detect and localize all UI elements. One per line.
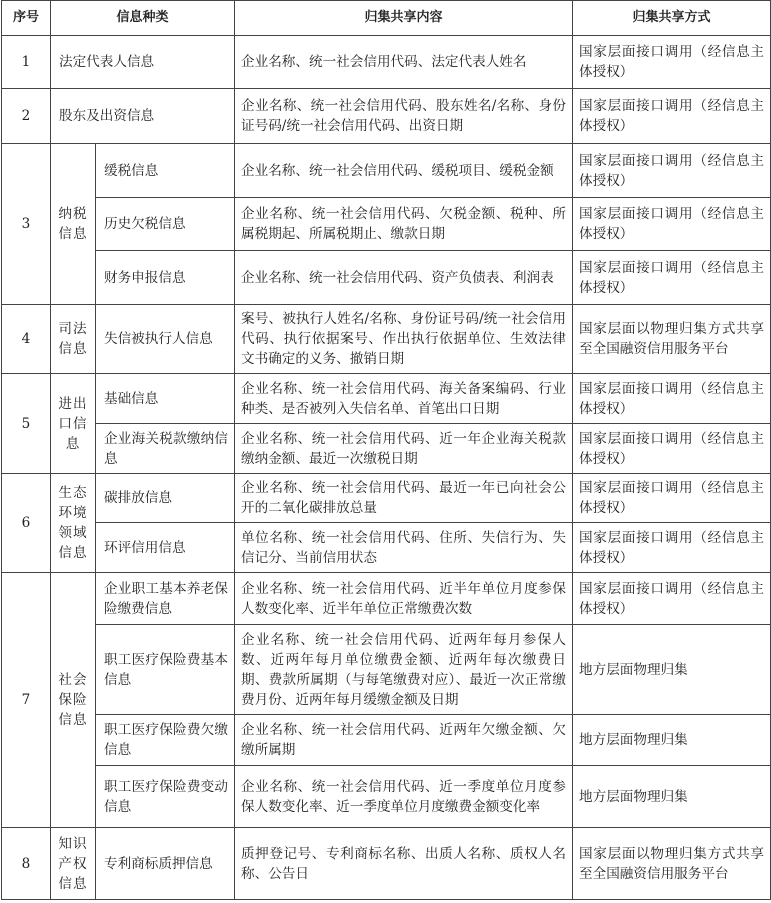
info-type: 职工医疗保险费欠缴信息 bbox=[96, 715, 235, 766]
row-number: 3 bbox=[2, 144, 51, 305]
share-method: 国家层面接口调用（经信息主体授权） bbox=[573, 474, 771, 523]
share-content: 企业名称、统一社会信用代码、最近一年已向社会公开的二氧化碳排放总量 bbox=[235, 474, 573, 523]
table-row bbox=[2, 374, 771, 424]
table-row bbox=[2, 523, 771, 573]
share-content: 企业名称、统一社会信用代码、海关备案编码、行业种类、是否被列入失信名单、首笔出口日期 bbox=[235, 374, 573, 424]
info-group bbox=[51, 144, 96, 305]
info-type: 失信被执行人信息 bbox=[96, 305, 235, 374]
table-row bbox=[2, 251, 771, 305]
share-method: 地方层面物理归集 bbox=[573, 625, 771, 715]
info-type: 职工医疗保险费基本信息 bbox=[96, 625, 235, 715]
info-type: 环评信用信息 bbox=[96, 523, 235, 573]
info-type: 职工医疗保险费变动信息 bbox=[96, 766, 235, 828]
info-type: 企业职工基本养老保险缴费信息 bbox=[96, 573, 235, 625]
info-type: 企业海关税款缴纳信息 bbox=[96, 424, 235, 474]
share-method: 国家层面以物理归集方式共享至全国融资信用服务平台 bbox=[573, 305, 771, 374]
info-type: 股东及出资信息 bbox=[51, 89, 235, 144]
info-type: 缓税信息 bbox=[96, 144, 235, 198]
table-row bbox=[2, 36, 771, 89]
share-method: 国家层面接口调用（经信息主体授权） bbox=[573, 424, 771, 474]
row-number: 8 bbox=[2, 828, 51, 900]
share-content: 企业名称、统一社会信用代码、近一年企业海关税款缴纳金额、最近一次缴税日期 bbox=[235, 424, 573, 474]
table-row bbox=[2, 625, 771, 715]
header-content: 归集共享内容 bbox=[235, 1, 573, 36]
share-content: 质押登记号、专利商标名称、出质人名称、质权人名称、公告日 bbox=[235, 828, 573, 900]
info-type: 历史欠税信息 bbox=[96, 198, 235, 251]
share-method: 国家层面接口调用（经信息主体授权） bbox=[573, 36, 771, 89]
share-content: 企业名称、统一社会信用代码、缓税项目、缓税金额 bbox=[235, 144, 573, 198]
share-method: 国家层面接口调用（经信息主体授权） bbox=[573, 374, 771, 424]
share-method: 国家层面以物理归集方式共享至全国融资信用服务平台 bbox=[573, 828, 771, 900]
table-row bbox=[2, 198, 771, 251]
share-method: 国家层面接口调用（经信息主体授权） bbox=[573, 89, 771, 144]
info-sharing-table bbox=[1, 0, 771, 900]
share-content: 企业名称、统一社会信用代码、欠税金额、税种、所属税期起、所属税期止、缴款日期 bbox=[235, 198, 573, 251]
info-type: 财务申报信息 bbox=[96, 251, 235, 305]
share-method: 国家层面接口调用（经信息主体授权） bbox=[573, 523, 771, 573]
share-content: 企业名称、统一社会信用代码、资产负债表、利润表 bbox=[235, 251, 573, 305]
table-row bbox=[2, 715, 771, 766]
info-group-label: 纳税信息 bbox=[58, 206, 88, 242]
info-type: 碳排放信息 bbox=[96, 474, 235, 523]
table-header-row bbox=[2, 1, 771, 36]
share-content: 单位名称、统一社会信用代码、住所、失信行为、失信记分、当前信用状态 bbox=[235, 523, 573, 573]
share-method: 地方层面物理归集 bbox=[573, 715, 771, 766]
info-group-label: 进出口信息 bbox=[58, 395, 88, 452]
share-content: 企业名称、统一社会信用代码、近半年单位月度参保人数变化率、近半年单位正常缴费次数 bbox=[235, 573, 573, 625]
info-type: 专利商标质押信息 bbox=[96, 828, 235, 900]
share-content: 企业名称、统一社会信用代码、法定代表人姓名 bbox=[235, 36, 573, 89]
header-no: 序号 bbox=[2, 1, 51, 36]
share-method: 国家层面接口调用（经信息主体授权） bbox=[573, 573, 771, 625]
share-method: 地方层面物理归集 bbox=[573, 766, 771, 828]
row-number: 6 bbox=[2, 474, 51, 573]
header-method: 归集共享方式 bbox=[573, 1, 771, 36]
table-row bbox=[2, 766, 771, 828]
table-row bbox=[2, 305, 771, 374]
info-group bbox=[51, 573, 96, 828]
info-group-label: 知识产权信息 bbox=[58, 835, 88, 892]
info-type: 法定代表人信息 bbox=[51, 36, 235, 89]
row-number: 5 bbox=[2, 374, 51, 474]
header-type: 信息种类 bbox=[51, 1, 235, 36]
table-row bbox=[2, 89, 771, 144]
share-method: 国家层面接口调用（经信息主体授权） bbox=[573, 198, 771, 251]
info-group-label: 社会保险信息 bbox=[58, 672, 88, 728]
share-content: 企业名称、统一社会信用代码、近一季度单位月度参保人数变化率、近一季度单位月度缴费金额变化率 bbox=[235, 766, 573, 828]
share-method: 国家层面接口调用（经信息主体授权） bbox=[573, 144, 771, 198]
info-type: 基础信息 bbox=[96, 374, 235, 424]
info-group-label: 生态环境领域信息 bbox=[58, 485, 88, 561]
share-content: 案号、被执行人姓名/名称、身份证号码/统一社会信用代码、执行依据案号、作出执行依据单位、生效法律文书确定的义务、撤销日期 bbox=[235, 305, 573, 374]
info-group bbox=[51, 305, 96, 374]
info-group bbox=[51, 828, 96, 900]
share-content: 企业名称、统一社会信用代码、股东姓名/名称、身份证号码/统一社会信用代码、出资日期 bbox=[235, 89, 573, 144]
table-row bbox=[2, 144, 771, 198]
table-row bbox=[2, 573, 771, 625]
table-row bbox=[2, 424, 771, 474]
table-row bbox=[2, 828, 771, 900]
share-content: 企业名称、统一社会信用代码、近两年每月参保人数、近两年每月单位缴费金额、近两年每次缴费日期、费款所属期（与每笔缴费对应）、最近一次正常缴费月份、近两年每月缓缴金额及日期 bbox=[235, 625, 573, 715]
row-number: 7 bbox=[2, 573, 51, 828]
table-row bbox=[2, 474, 771, 523]
row-number: 2 bbox=[2, 89, 51, 144]
info-group bbox=[51, 474, 96, 573]
info-group-label: 司法信息 bbox=[58, 321, 88, 357]
info-group bbox=[51, 374, 96, 474]
share-content: 企业名称、统一社会信用代码、近两年欠缴金额、欠缴所属期 bbox=[235, 715, 573, 766]
row-number: 4 bbox=[2, 305, 51, 374]
row-number: 1 bbox=[2, 36, 51, 89]
share-method: 国家层面接口调用（经信息主体授权） bbox=[573, 251, 771, 305]
